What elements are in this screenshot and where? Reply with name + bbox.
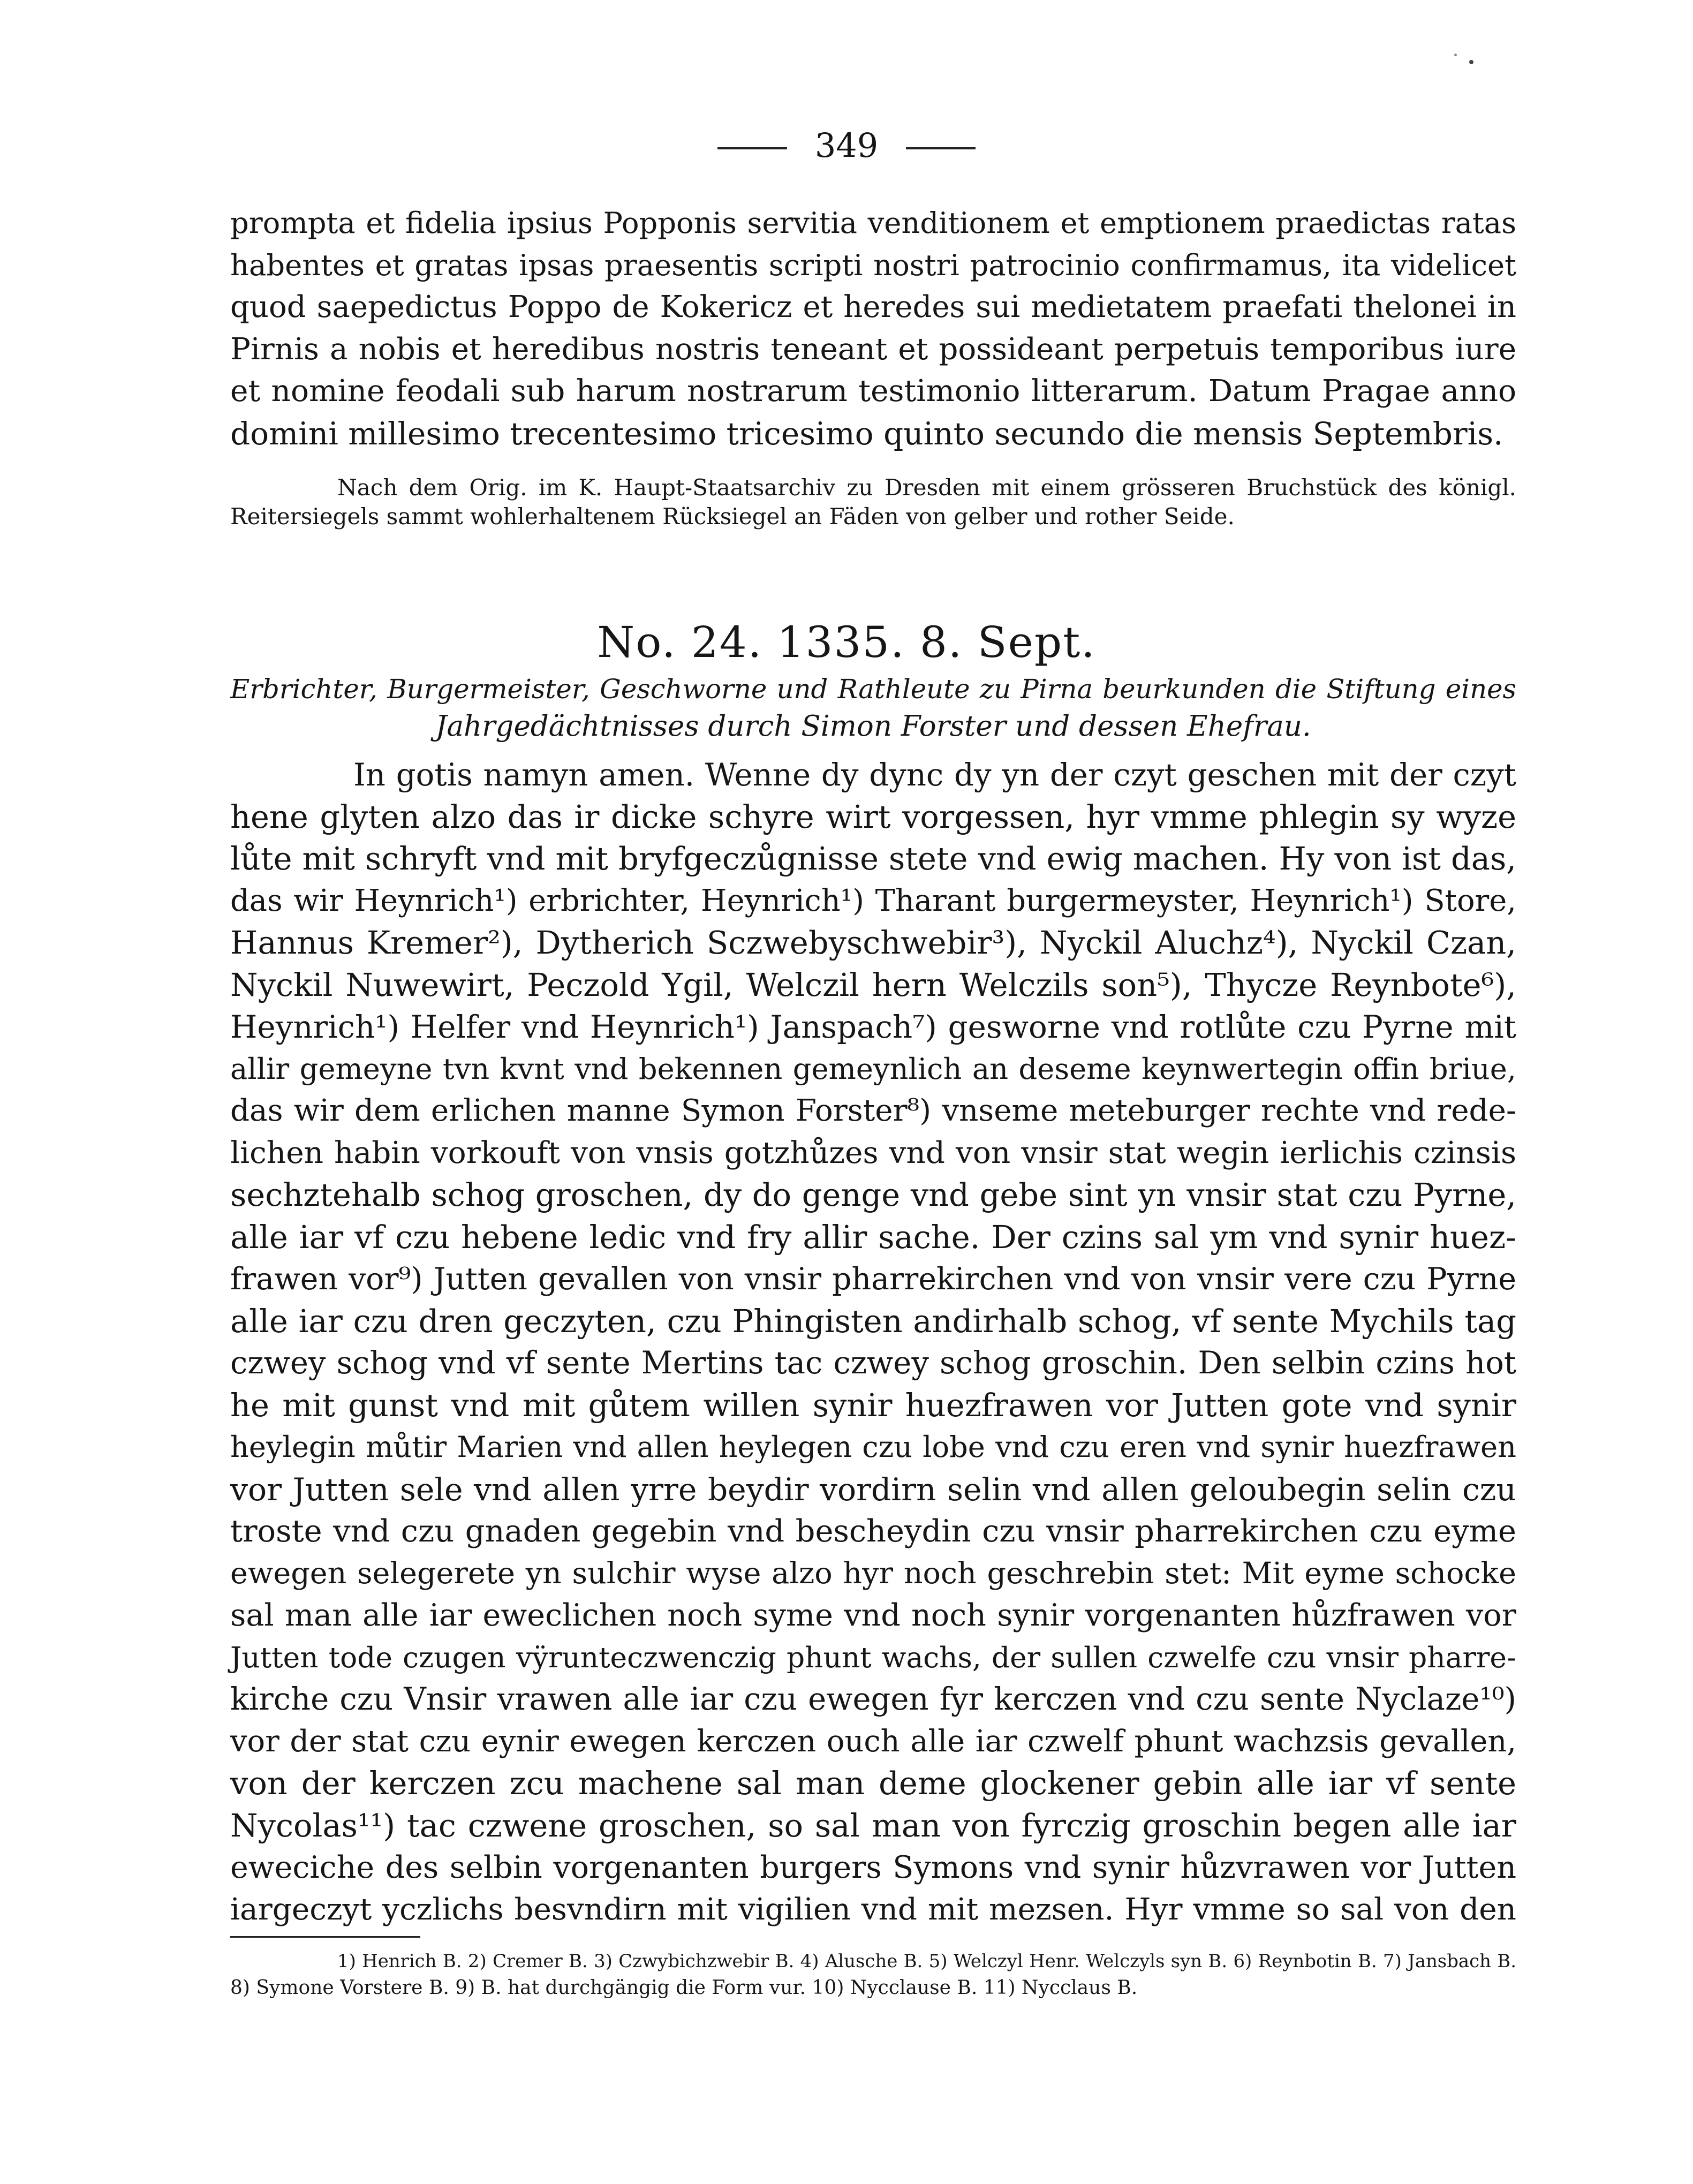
text-line: lichen habin vorkouft von vnsis gotzhůzes vnd von vnsir stat wegin ierlichis czinsis <box>230 1135 1516 1170</box>
text-line: alle iar vf czu hebene ledic vnd fry allir sache. Der czins sal ym vnd synir huez- <box>230 1218 1516 1256</box>
text-line: czwey schog vnd vf sente Mertins tac czwey schog groschin. Den selbin czins hot <box>230 1345 1516 1381</box>
text-line: domini millesimo trecentesimo tricesimo quinto secundo die mensis Septembris. <box>230 415 1503 452</box>
text-line: Nyckil Nuwewirt, Peczold Ygil, Welczil hern Welczils son⁵), Thycze Reynbote⁶), <box>230 966 1516 1003</box>
text-line: das wir Heynrich¹) erbrichter, Heynrich¹) Tharant burgermeyster, Heynrich¹) Store, <box>230 883 1516 918</box>
text-line: he mit gunst vnd mit gůtem willen synir huezfrawen vor Jutten gote vnd synir <box>230 1386 1516 1424</box>
page-header <box>0 124 1693 167</box>
summary-line: Erbrichter, Burgermeister, Geschworne und Rathleute zu Pirna beurkunden die Stiftung eines <box>230 674 1516 705</box>
footnote-rule <box>230 1936 420 1938</box>
footnotes <box>230 1948 1516 2001</box>
page-number: 349 <box>814 126 879 165</box>
footnote-line: 1) Henrich B. 2) Cremer B. 3) Czwybichzwebir B. 4) Alusche B. 5) Welczyl Henr. Welczyls syn B. 6) Reynbotin B. 7) Jansbach B. <box>337 1951 1516 1971</box>
text-line: Jutten tode czugen vÿrunteczwenczig phunt wachs, der sullen czwelfe czu vnsir pharre- <box>230 1640 1516 1674</box>
text-line: troste vnd czu gnaden gegebin vnd bescheydin czu vnsir pharrekirchen czu eyme <box>230 1513 1516 1549</box>
footnote-line: 8) Symone Vorstere B. 9) B. hat durchgängig die Form vur. 10) Nycclause B. 11) Nycclaus B. <box>230 1977 1138 1999</box>
scan-speck <box>1469 60 1473 64</box>
text-line: Hannus Kremer²), Dytherich Sczwebyschwebir³), Nyckil Aluchz⁴), Nyckil Czan, <box>230 924 1516 961</box>
text-line: Nycolas¹¹) tac czwene groschen, so sal man von fyrczig groschin begen alle iar <box>230 1807 1516 1844</box>
header-dash-right <box>906 147 976 149</box>
text-line: hene glyten alzo das ir dicke schyre wirt vorgessen, hyr vmme phlegin sy wyze <box>230 798 1516 835</box>
text-line: prompta et fidelia ipsius Popponis servitia venditionem et emptionem praedictas ratas <box>230 206 1516 240</box>
source-note <box>230 473 1516 531</box>
note-line: Nach dem Orig. im K. Haupt-Staatsarchiv zu Dresden mit einem grösseren Bruchstück des königl. <box>337 474 1516 501</box>
text-line: sal man alle iar eweclichen noch syme vnd noch synir vorgenanten hůzfrawen vor <box>230 1598 1516 1633</box>
text-line: iargeczyt yczlichs besvndirn mit vigilien vnd mit mezsen. Hyr vmme so sal von den <box>230 1892 1516 1927</box>
scan-speck <box>1454 54 1457 56</box>
note-line: Reitersiegels sammt wohlerhaltenem Rücksiegel an Fäden von gelber und rother Seide. <box>230 503 1235 530</box>
charter-text <box>230 754 1516 1931</box>
text-line: das wir dem erlichen manne Symon Forster⁸) vnseme meteburger rechte vnd rede- <box>230 1093 1516 1128</box>
text-line: kirche czu Vnsir vrawen alle iar czu ewegen fyr kerczen vnd czu sente Nyclaze¹⁰) <box>230 1681 1516 1717</box>
text-line: ewegen selegerete yn sulchir wyse alzo hyr noch geschrebin stet: Mit eyme schocke <box>230 1555 1516 1591</box>
text-line: heylegin můtir Marien vnd allen heylegen czu lobe vnd czu eren vnd synir huezfrawen <box>230 1430 1516 1464</box>
text-line: habentes et gratas ipsas praesentis scripti nostri patrocinio confirmamus, ita videlicet <box>230 248 1516 282</box>
text-line: eweciche des selbin vorgenanten burgers Symons vnd synir hůzvrawen vor Jutten <box>230 1850 1516 1885</box>
text-line: frawen vor⁹) Jutten gevallen von vnsir pharrekirchen vnd von vnsir vere czu Pyrne <box>230 1261 1516 1297</box>
text-line: vor Jutten sele vnd allen yrre beydir vordirn selin vnd allen geloubegin selin czu <box>230 1471 1516 1508</box>
text-line: Pirnis a nobis et heredibus nostris teneant et possideant perpetuis temporibus iure <box>230 331 1516 367</box>
text-line: vor der stat czu eynir ewegen kerczen ouch alle iar czwelf phunt wachzsis gevallen, <box>230 1724 1516 1759</box>
text-line: et nomine feodali sub harum nostrarum testimonio litterarum. Datum Pragae anno <box>230 374 1516 409</box>
document-summary <box>230 670 1516 745</box>
header-dash-left <box>717 147 787 149</box>
text-line: lůte mit schryft vnd mit bryfgeczůgnisse stete vnd ewig machen. Hy von ist das, <box>230 840 1516 877</box>
document-heading: No. 24. 1335. 8. Sept. <box>597 617 1096 667</box>
text-line: von der kerczen zcu machene sal man deme glockener gebin alle iar vf sente <box>230 1765 1516 1802</box>
text-line: allir gemeyne tvn kvnt vnd bekennen gemeynlich an deseme keynwertegin offin briue, <box>230 1052 1516 1086</box>
text-line: alle iar czu dren geczyten, czu Phingisten andirhalb schog, vf sente Mychils tag <box>230 1302 1516 1340</box>
text-line: quod saepedictus Poppo de Kokericz et heredes sui medietatem praefati thelonei in <box>230 290 1516 324</box>
paragraph-continued <box>230 202 1516 455</box>
text-line: In gotis namyn amen. Wenne dy dync dy yn der czyt geschen mit der czyt <box>353 757 1516 793</box>
text-line: sechztehalb schog groschen, dy do genge vnd gebe sint yn vnsir stat czu Pyrne, <box>230 1176 1516 1213</box>
text-line: Heynrich¹) Helfer vnd Heynrich¹) Janspach⁷) gesworne vnd rotlůte czu Pyrne mit <box>230 1009 1516 1045</box>
summary-line: Jahrgedächtnisses durch Simon Forster und dessen Ehefrau. <box>435 710 1311 743</box>
